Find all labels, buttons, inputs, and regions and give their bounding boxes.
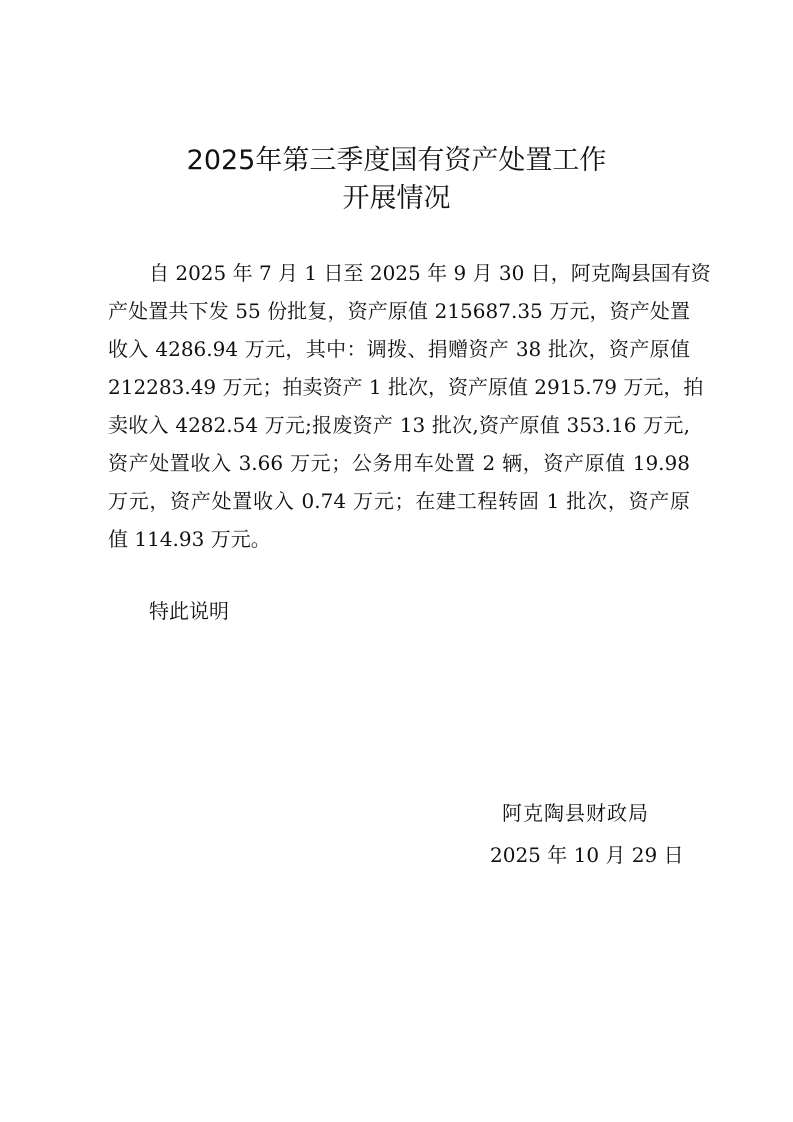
signature-organization: 阿克陶县财政局 xyxy=(502,801,649,825)
body-line: 212283.49 万元；拍卖资产 1 批次，资产原值 2915.79 万元，拍 xyxy=(108,375,704,399)
document-body xyxy=(108,254,711,558)
signature-date: 2025 年 10 月 29 日 xyxy=(490,843,684,867)
body-line: 值 114.93 万元。 xyxy=(108,527,271,551)
closing-note: 特此说明 xyxy=(149,599,229,623)
body-line: 自 2025 年 7 月 1 日至 2025 年 9 月 30 日，阿克陶县国有资 xyxy=(149,261,711,285)
body-line: 产处置共下发 55 份批复，资产原值 215687.35 万元，资产处置 xyxy=(108,299,690,323)
body-line: 万元，资产处置收入 0.74 万元；在建工程转固 1 批次，资产原 xyxy=(108,489,690,513)
document-title-line-1: 2025年第三季度国有资产处置工作 xyxy=(186,145,607,176)
body-line: 资产处置收入 3.66 万元；公务用车处置 2 辆，资产原值 19.98 xyxy=(108,451,690,475)
body-line: 卖收入 4282.54 万元;报废资产 13 批次,资产原值 353.16 万元, xyxy=(108,413,690,437)
document-title-line-2: 开展情况 xyxy=(342,183,451,214)
body-line: 收入 4286.94 万元，其中：调拨、捐赠资产 38 批次，资产原值 xyxy=(108,337,690,361)
